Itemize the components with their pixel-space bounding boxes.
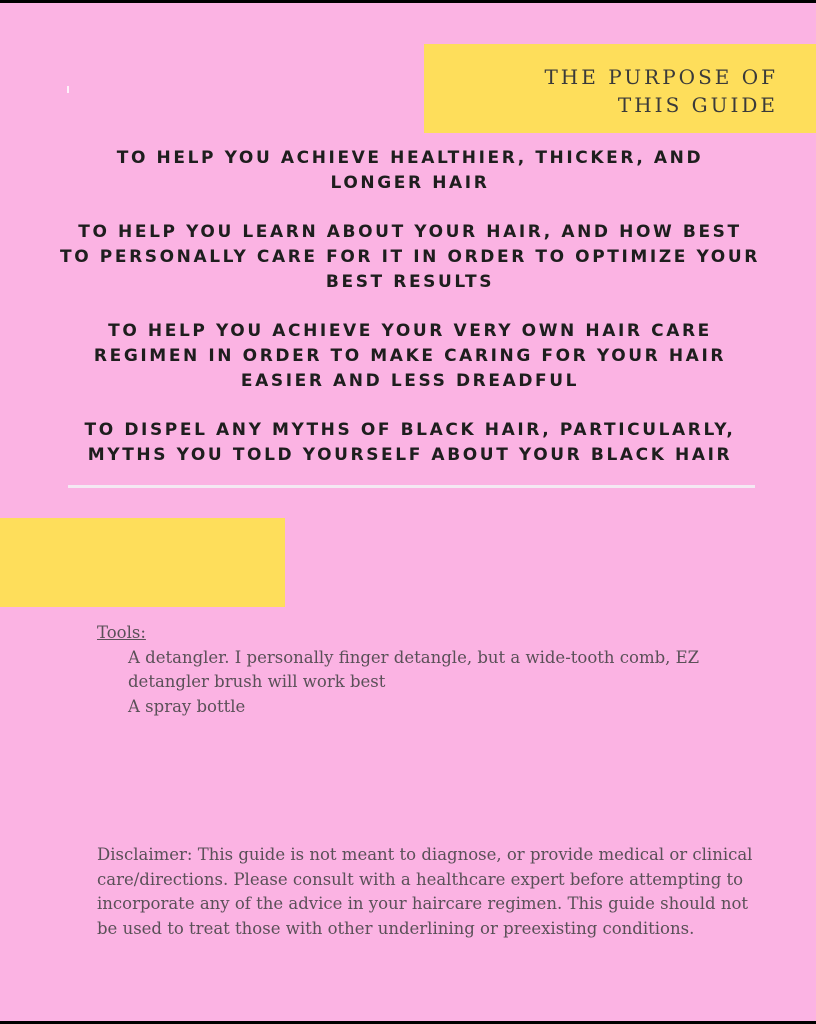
- tools-label: Tools:: [97, 623, 146, 642]
- purpose-item: TO DISPEL ANY MYTHS OF BLACK HAIR, PARTICULARLY, MYTHS YOU TOLD YOURSELF ABOUT YOUR BLACK HAIR: [84, 420, 736, 465]
- guide-page: [0, 3, 816, 1021]
- tools-section: [97, 621, 777, 719]
- disclaimer-text: Disclaimer: This guide is not meant to diagnose, or provide medical or clinical care/directions. Please consult with a healthcare expert before attempting to incorporate any of the advice in your haircare regimen. This guide should not be used to treat those with other underlining or preexisting conditions.: [97, 845, 753, 938]
- purpose-item: TO HELP YOU LEARN ABOUT YOUR HAIR, AND HOW BEST TO PERSONALLY CARE FOR IT IN ORDER TO OPTIMIZE YOUR BEST RESULTS: [60, 222, 760, 292]
- title-banner: [424, 44, 816, 133]
- section-divider: [68, 485, 755, 488]
- purpose-item: TO HELP YOU ACHIEVE HEALTHIER, THICKER, AND LONGER HAIR: [116, 148, 704, 193]
- page-title: THE PURPOSE OF THIS GUIDE: [544, 65, 778, 117]
- purpose-list: [60, 146, 760, 492]
- tool-item: A detangler. I personally finger detangle, but a wide-tooth comb, EZ detangler brush will work best: [128, 647, 700, 691]
- purpose-item: TO HELP YOU ACHIEVE YOUR VERY OWN HAIR CARE REGIMEN IN ORDER TO MAKE CARING FOR YOUR HAIR EASIER AND LESS DREADFUL: [93, 321, 727, 391]
- decorative-mark: [67, 86, 69, 93]
- tool-item: A spray bottle: [128, 696, 246, 716]
- section-banner: [0, 518, 285, 607]
